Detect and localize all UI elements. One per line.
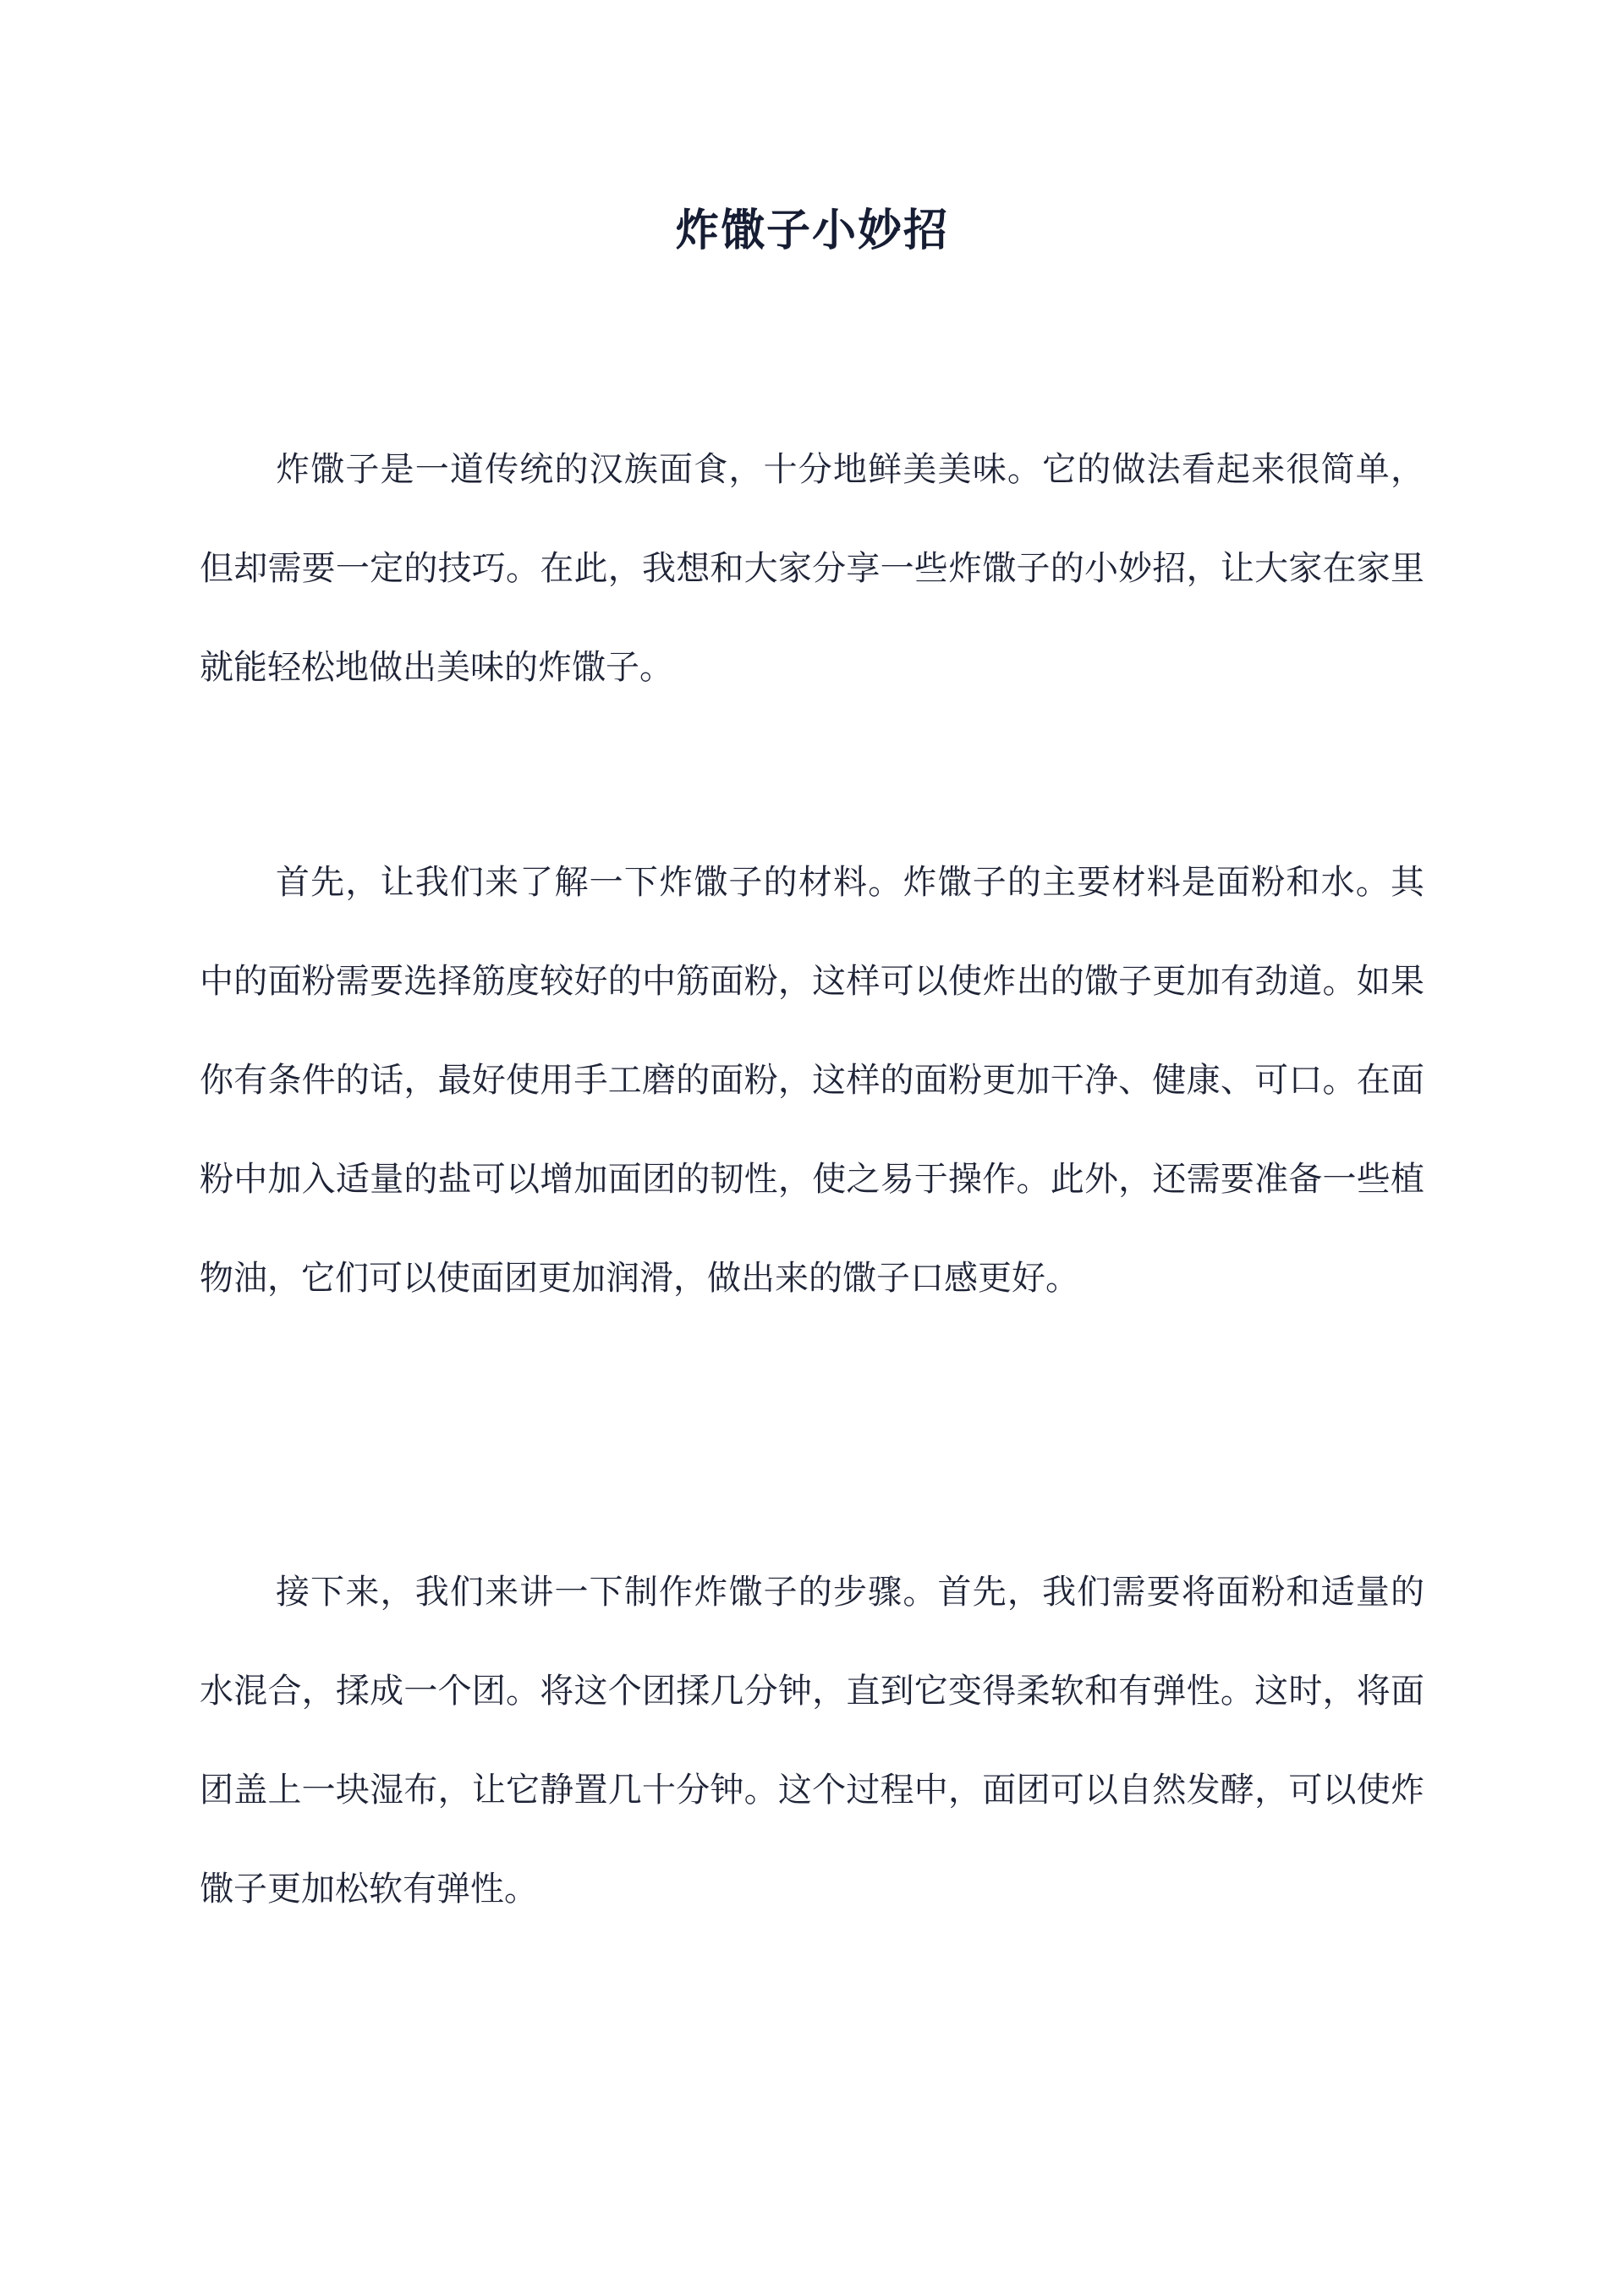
paragraph-ingredients: 首先，让我们来了解一下炸馓子的材料。炸馓子的主要材料是面粉和水。其中的面粉需要选择筋度较好的中筋面粉，这样可以使炸出的馓子更加有劲道。如果你有条件的话，最好使用手工磨的面粉，这样的面粉更加干净、健康、可口。在面粉中加入适量的盐可以增加面团的韧性，使之易于操作。此外，还需要准备一些植物油，它们可以使面团更加润滑，做出来的馓子口感更好。 bbox=[200, 863, 1424, 1298]
paragraph-steps: 接下来，我们来讲一下制作炸馓子的步骤。首先，我们需要将面粉和适量的水混合，揉成一个团。将这个团揉几分钟，直到它变得柔软和有弹性。这时，将面团盖上一块湿布，让它静置几十分钟。这个过程中，面团可以自然发酵，可以使炸馓子更加松软有弹性。 bbox=[200, 1573, 1424, 1909]
document-title: 炸馓子小妙招 bbox=[674, 205, 949, 256]
paragraph-intro: 炸馓子是一道传统的汉族面食，十分地鲜美美味。它的做法看起来很简单，但却需要一定的技巧。在此，我想和大家分享一些炸馓子的小妙招，让大家在家里就能轻松地做出美味的炸馓子。 bbox=[200, 450, 1424, 687]
